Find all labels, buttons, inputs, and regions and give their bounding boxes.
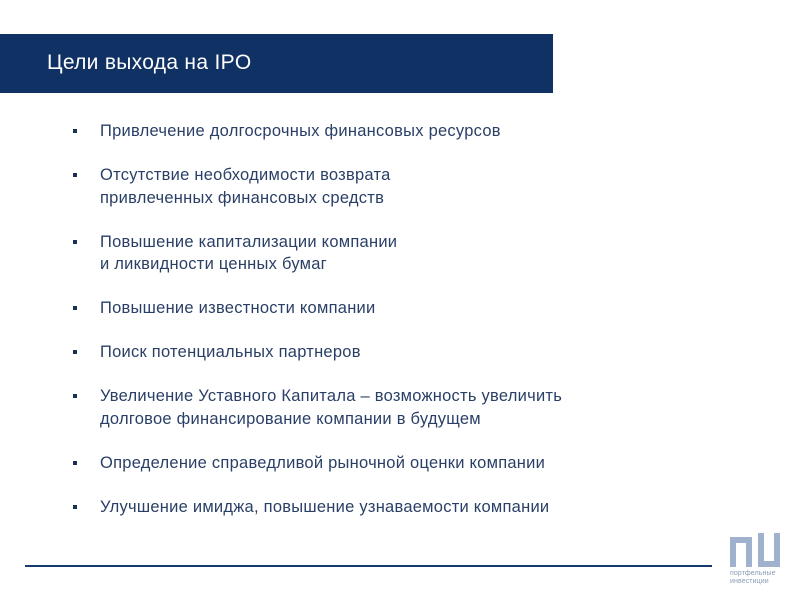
bullet-text-line: Увеличение Уставного Капитала – возможность увеличить [100,387,563,405]
bullet-item [70,231,750,276]
slide-title: Цели выхода на IPO [47,51,252,74]
title-bar [0,34,553,93]
bullet-item [70,496,750,519]
bullet-text-line: Улучшение имиджа, повышение узнаваемости компании [100,497,550,516]
bullet-marker [73,461,77,465]
bullet-text-line: Повышение известности компании [100,299,376,317]
bullet-marker [73,350,77,354]
bullet-marker [73,306,77,310]
bullet-item [70,297,750,320]
logo-line-1: портфельные [730,570,776,577]
bullet-item [70,120,750,143]
footer-divider [25,565,712,567]
bullet-marker [73,173,77,177]
bullet-marker [73,240,77,244]
bullet-text-line: Определение справедливой рыночной оценки компании [100,453,546,472]
bullet-text-line: Отсутствие необходимости возврата [100,166,391,184]
bullet-text-line: Привлечение долгосрочных финансовых ресурсов [100,122,501,140]
bullet-text-line: и ликвидности ценных бумаг [100,255,327,273]
bullet-text-line: Поиск потенциальных партнеров [100,343,361,361]
bullet-item [70,164,750,209]
bullet-marker [73,394,77,398]
bullet-list [70,120,750,540]
bullet-item [70,385,750,430]
bullet-marker [73,505,77,509]
bullet-text-line: Повышение капитализации компании [100,232,398,251]
company-logo [728,533,786,593]
bullet-text-line: привлеченных финансовых средств [100,188,385,207]
bullet-marker [73,129,77,133]
bullet-text-line: долговое финансирование компании в будущем [100,409,481,428]
bullet-item [70,452,750,475]
bullet-item [70,341,750,364]
logo-text [730,570,790,586]
logo-line-2: инвестиции [730,578,769,585]
logo-mark-icon [730,533,784,567]
